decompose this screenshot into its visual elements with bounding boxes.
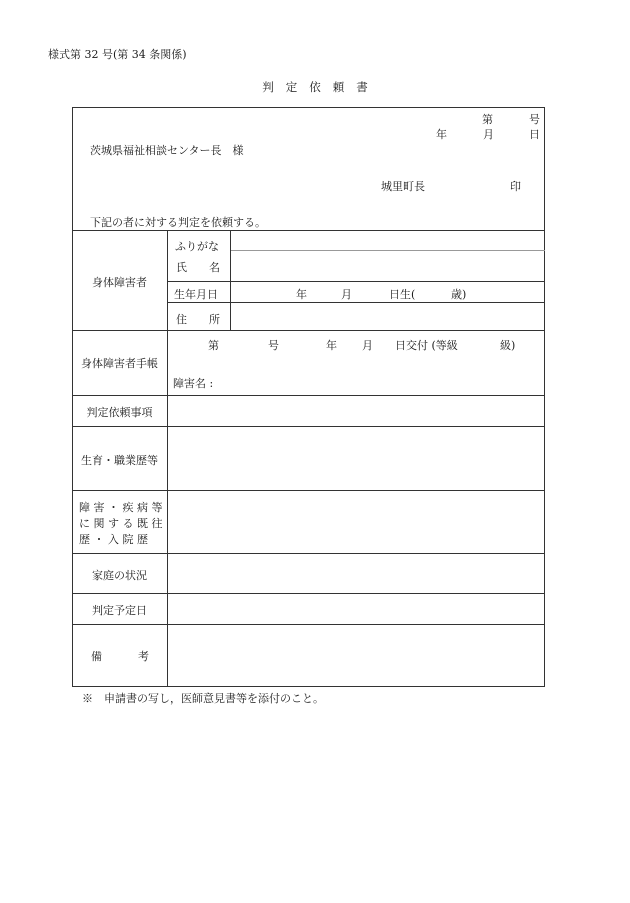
request-items-label: 判定依頼事項 xyxy=(86,406,153,419)
date-month: 月 xyxy=(483,128,494,141)
handbook-year: 年 xyxy=(326,339,337,352)
history-label: 生育・職業歴等 xyxy=(81,454,158,467)
divider xyxy=(72,490,545,491)
title-char: 頼 xyxy=(332,80,345,94)
birthdate-label: 生年月日 xyxy=(174,288,218,301)
divider xyxy=(72,330,545,331)
furigana-label: ふりがな xyxy=(175,240,219,253)
handbook-month: 月 xyxy=(362,339,373,352)
addressee: 茨城県福祉相談センター長 様 xyxy=(90,144,244,157)
handbook-no: 第 xyxy=(208,339,219,352)
date-day: 日 xyxy=(529,128,540,141)
family-label: 家庭の状況 xyxy=(92,569,147,582)
divider xyxy=(72,553,545,554)
medical-label-line1: 障 害 ・ 疾 病 等 xyxy=(79,501,163,514)
scheduled-date-label: 判定予定日 xyxy=(92,604,147,617)
request-text: 下記の者に対する判定を依頼する。 xyxy=(90,216,266,229)
medical-label-line2: に 関 す る 既 往 xyxy=(79,517,163,530)
disability-name-label: 障害名 : xyxy=(173,377,214,390)
medical-label-line3: 歴 ・ 入 院 歴 xyxy=(79,533,148,546)
column-divider xyxy=(167,230,168,687)
address-label: 住 所 xyxy=(176,313,220,326)
divider xyxy=(72,230,545,231)
divider xyxy=(230,250,545,251)
number-go: 号 xyxy=(529,113,540,126)
birth-year: 年 xyxy=(296,288,307,301)
divider xyxy=(167,302,545,303)
remarks-label-left: 備 xyxy=(91,650,102,663)
divider xyxy=(72,624,545,625)
handbook-issued: 日交付 (等級 xyxy=(395,339,458,352)
title-char: 判 xyxy=(262,80,274,94)
title-char: 書 xyxy=(356,80,368,94)
birth-day: 日生( xyxy=(389,288,416,301)
divider xyxy=(72,593,545,594)
name-label: 氏 名 xyxy=(176,261,220,274)
sender: 城里町長 xyxy=(381,180,425,193)
attachment-note: ※ 申請書の写し，医師意見書等を添付のこと。 xyxy=(82,692,324,705)
handbook-go: 号 xyxy=(268,339,279,352)
date-year: 年 xyxy=(436,128,447,141)
divider xyxy=(72,426,545,427)
divider xyxy=(167,281,545,282)
number-no: 第 xyxy=(482,113,493,126)
divider xyxy=(72,395,545,396)
title-char: 依 xyxy=(309,80,321,94)
remarks-label-right: 考 xyxy=(138,650,149,663)
title-char: 定 xyxy=(285,80,298,94)
column-divider xyxy=(230,230,231,330)
document-title xyxy=(0,79,630,95)
seal-mark: 印 xyxy=(510,180,521,193)
form-number: 様式第 32 号(第 34 条関係) xyxy=(48,48,187,61)
handbook-grade: 級) xyxy=(500,339,516,352)
birth-age: 歳) xyxy=(451,288,467,301)
handbook-label: 身体障害者手帳 xyxy=(81,357,158,370)
birth-month: 月 xyxy=(341,288,352,301)
person-section-label: 身体障害者 xyxy=(92,276,147,289)
form-table xyxy=(72,107,545,687)
